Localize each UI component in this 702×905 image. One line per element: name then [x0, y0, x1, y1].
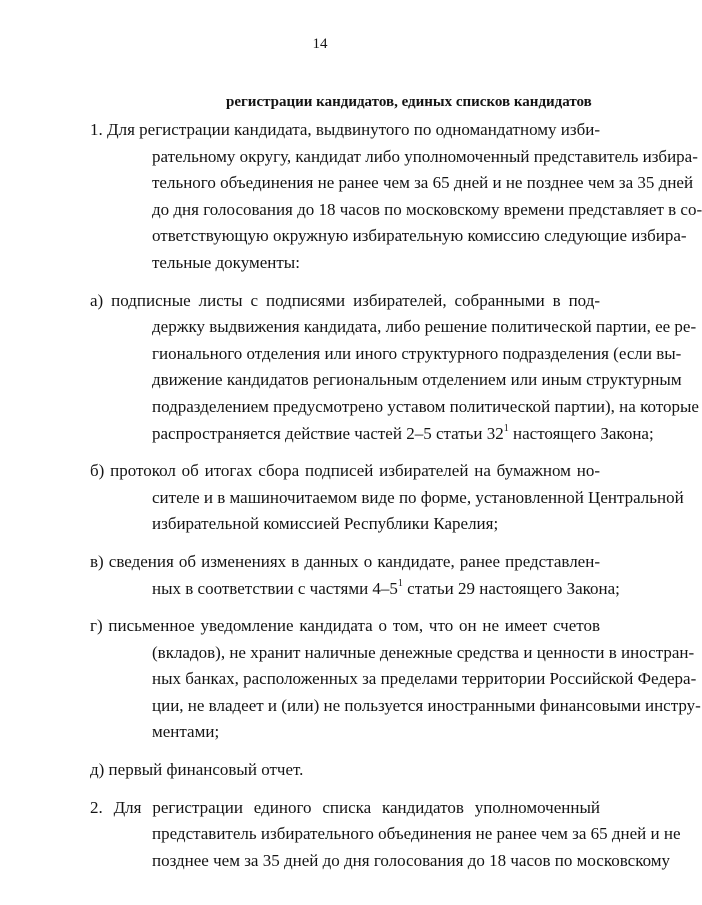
text-line: подразделением предусмотрено уставом политической партии), на которые — [152, 396, 699, 416]
text-fragment: распространяется действие частей 2–5 статьи 32 — [152, 423, 504, 443]
text-line: 1. Для регистрации кандидата, выдвинутого по одномандатному изби- — [90, 120, 600, 139]
paragraph — [90, 757, 600, 784]
text-line: а) подписные листы с подписями избирателей, собранными в под- — [90, 290, 600, 310]
paragraph — [90, 288, 699, 448]
text-line: гионального отделения или иного структурного подразделения (если вы- — [152, 343, 682, 363]
paragraph — [90, 613, 701, 746]
text-line: ных банках, расположенных за пределами территории Российской Федера- — [152, 669, 697, 689]
text-line — [90, 421, 654, 448]
text-fragment: настоящего Закона; — [508, 423, 654, 443]
text-line: движение кандидатов региональным отделением или иным структурным — [152, 370, 682, 390]
text-line: г) письменное уведомление кандидата о том, что он не имеет счетов — [90, 616, 600, 636]
text-line: тельные документы: — [152, 252, 300, 272]
page-number: 14 — [312, 36, 328, 52]
text-fragment: ных в соответствии с частями 4–5 — [152, 578, 398, 598]
paragraph — [90, 117, 702, 277]
text-line — [90, 576, 620, 603]
paragraph — [90, 458, 684, 538]
section-heading: регистрации кандидатов, единых списков кандидатов — [226, 94, 592, 110]
paragraph — [90, 795, 681, 875]
text-line: (вкладов), не хранит наличные денежные средства и ценности в иностран- — [152, 642, 695, 662]
text-line: позднее чем за 35 дней до дня голосования до 18 часов по московскому — [152, 850, 671, 870]
text-line: в) сведения об изменениях в данных о кандидате, ранее представлен- — [90, 551, 600, 571]
text-line: сителе и в машиночитаемом виде по форме, установленной Центральной — [152, 487, 684, 507]
text-line: рательному округу, кандидат либо уполномоченный представитель избира- — [152, 146, 698, 166]
text-line: до дня голосования до 18 часов по московскому времени представляет в со- — [152, 199, 702, 219]
superscript: 1 — [503, 422, 509, 434]
paragraph — [90, 549, 620, 602]
text-line: ответствующую окружную избирательную комиссию следующие избира- — [152, 226, 687, 246]
text-line: д) первый финансовый отчет. — [90, 760, 304, 780]
text-line: ции, не владеет и (или) не пользуется иностранными финансовыми инстру- — [152, 695, 701, 715]
text-fragment: статьи 29 настоящего Закона; — [402, 578, 620, 598]
text-line: представитель избирательного объединения не ранее чем за 65 дней и не — [152, 824, 681, 844]
text-line: держку выдвижения кандидата, либо решение политической партии, ее ре- — [152, 317, 697, 337]
text-line: 2. Для регистрации единого списка кандидатов уполномоченный — [90, 797, 600, 817]
body-text — [90, 117, 702, 885]
text-line: тельного объединения не ранее чем за 65 дней и не позднее чем за 35 дней — [152, 173, 694, 193]
text-line: б) протокол об итогах сбора подписей избирателей на бумажном но- — [90, 461, 600, 481]
superscript: 1 — [397, 577, 403, 589]
text-line: ментами; — [152, 722, 220, 742]
text-line: избирательной комиссией Республики Карелия; — [152, 514, 499, 534]
